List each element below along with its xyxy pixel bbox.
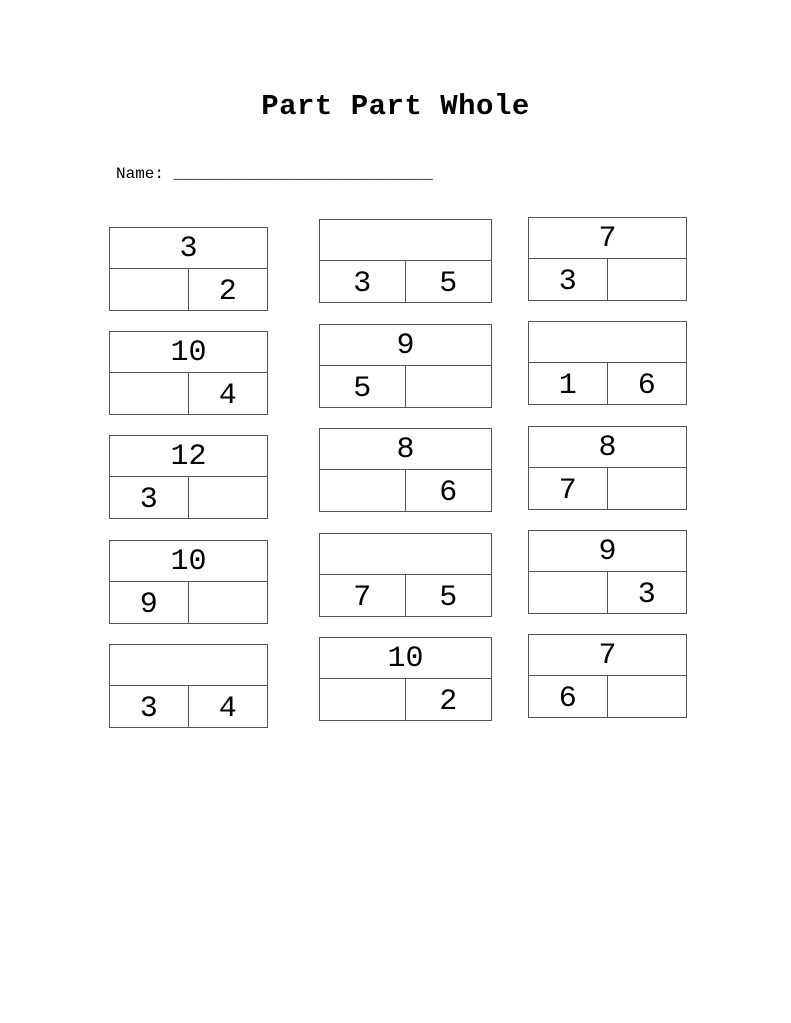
part-part-whole-box	[319, 637, 492, 721]
right-part-cell[interactable]: 5	[439, 580, 458, 615]
left-part-cell[interactable]	[529, 572, 608, 613]
part-part-whole-box	[528, 321, 687, 405]
right-part-cell[interactable]: 4	[218, 378, 237, 413]
part-part-whole-box	[109, 644, 268, 728]
left-part-cell[interactable]: 5	[320, 366, 406, 407]
left-part-cell[interactable]: 9	[110, 582, 189, 623]
whole-cell[interactable]	[320, 220, 491, 261]
right-part-cell[interactable]	[189, 477, 268, 518]
left-part-cell[interactable]: 6	[529, 676, 608, 717]
part-part-whole-box	[319, 533, 492, 617]
whole-cell[interactable]: 8	[529, 427, 686, 468]
right-part-cell[interactable]	[189, 582, 268, 623]
right-part-cell[interactable]: 2	[439, 684, 458, 719]
part-part-whole-box	[319, 324, 492, 408]
whole-cell[interactable]	[320, 534, 491, 575]
right-part-cell[interactable]: 6	[637, 368, 656, 403]
whole-cell[interactable]: 7	[529, 218, 686, 259]
part-part-whole-box	[319, 428, 492, 512]
part-part-whole-box	[528, 634, 687, 718]
left-part-cell[interactable]	[320, 679, 406, 720]
right-part-cell[interactable]: 6	[439, 475, 458, 510]
whole-cell[interactable]: 10	[110, 541, 267, 582]
whole-cell[interactable]: 8	[320, 429, 491, 470]
left-part-cell[interactable]: 3	[110, 477, 189, 518]
whole-cell[interactable]	[110, 645, 267, 686]
part-part-whole-box	[109, 227, 268, 311]
whole-cell[interactable]: 9	[320, 325, 491, 366]
worksheet-title: Part Part Whole	[261, 90, 530, 123]
name-field[interactable]: Name: ___________________________	[116, 165, 433, 183]
right-part-cell[interactable]	[406, 366, 492, 407]
part-part-whole-box	[528, 530, 687, 614]
whole-cell[interactable]: 3	[110, 228, 267, 269]
left-part-cell[interactable]: 3	[529, 259, 608, 300]
right-part-cell[interactable]	[608, 259, 687, 300]
part-part-whole-box	[109, 435, 268, 519]
right-part-cell[interactable]: 3	[637, 577, 656, 612]
right-part-cell[interactable]: 4	[218, 691, 237, 726]
whole-cell[interactable]: 7	[529, 635, 686, 676]
right-part-cell[interactable]	[608, 676, 687, 717]
right-part-cell[interactable]	[608, 468, 687, 509]
right-part-cell[interactable]: 2	[218, 274, 237, 309]
left-part-cell[interactable]: 1	[529, 363, 608, 404]
left-part-cell[interactable]	[110, 373, 189, 414]
whole-cell[interactable]: 9	[529, 531, 686, 572]
left-part-cell[interactable]: 3	[320, 261, 406, 302]
left-part-cell[interactable]: 7	[320, 575, 406, 616]
left-part-cell[interactable]: 3	[110, 686, 189, 727]
part-part-whole-box	[109, 540, 268, 624]
left-part-cell[interactable]: 7	[529, 468, 608, 509]
left-part-cell[interactable]	[110, 269, 189, 310]
whole-cell[interactable]: 10	[110, 332, 267, 373]
whole-cell[interactable]: 10	[320, 638, 491, 679]
whole-cell[interactable]	[529, 322, 686, 363]
left-part-cell[interactable]	[320, 470, 406, 511]
part-part-whole-box	[319, 219, 492, 303]
part-part-whole-box	[528, 426, 687, 510]
whole-cell[interactable]: 12	[110, 436, 267, 477]
part-part-whole-box	[109, 331, 268, 415]
right-part-cell[interactable]: 5	[439, 266, 458, 301]
part-part-whole-box	[528, 217, 687, 301]
